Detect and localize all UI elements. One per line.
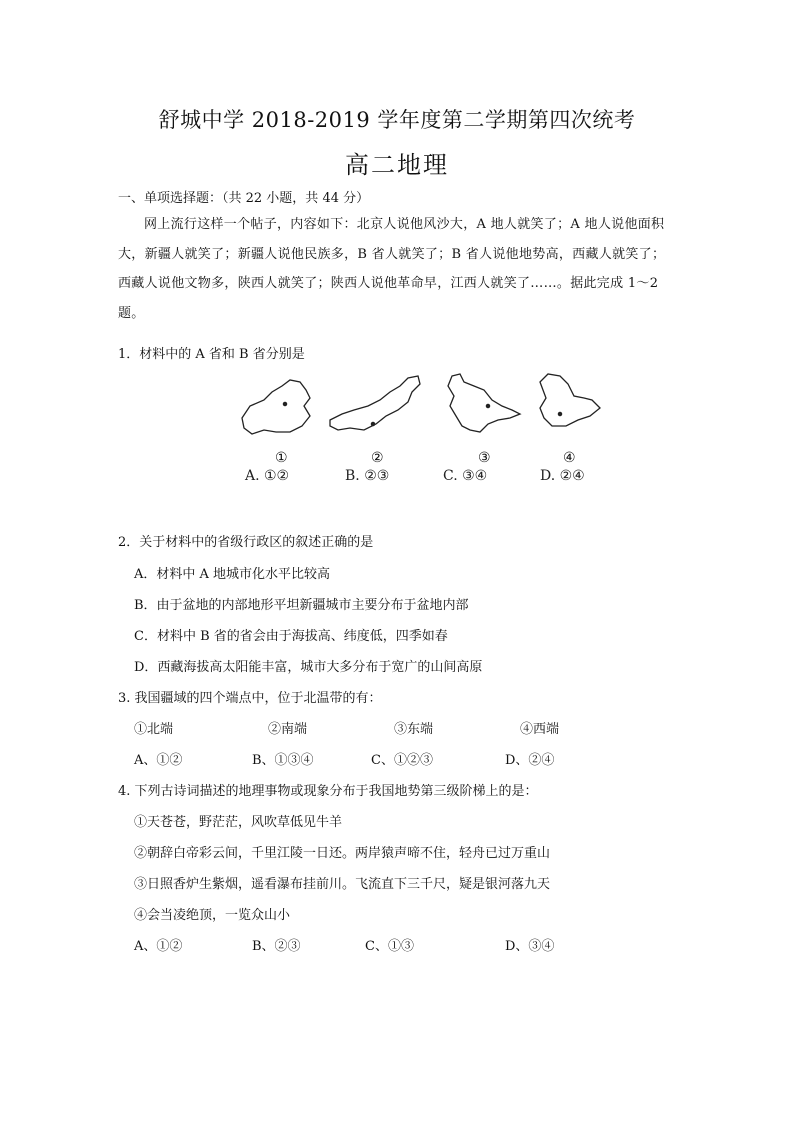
map-label-4: ④ <box>563 450 576 466</box>
q3-option-b: B、①③④ <box>252 753 314 768</box>
q4-option-c: C、①③ <box>365 939 414 954</box>
province-maps <box>230 370 610 490</box>
q2-option-a: A．材料中 A 地城市化水平比较高 <box>134 567 331 582</box>
q2-option-b: B．由于盆地的内部地形平坦新疆城市主要分布于盆地内部 <box>134 598 469 613</box>
question-2-stem: 2．关于材料中的省级行政区的叙述正确的是 <box>118 535 374 550</box>
q3-item-1: ①北端 <box>134 722 174 737</box>
intro-paragraph: 网上流行这样一个帖子，内容如下：北京人说他风沙大，A 地人就笑了；A 地人说他面积大，新疆人就笑了；新疆人说他民族多，B 省人就笑了；B 省人说他地势高，西藏人就笑了；西藏人说他文物多，陕西人就笑了；陕西人说他革命早，江西人就笑了……。据此完成 1～2 题。 <box>118 217 666 321</box>
question-3-stem: 3. 我国疆域的四个端点中，位于北温带的有： <box>118 691 382 706</box>
section-heading: 一、单项选择题：（共 22 小题，共 44 分） <box>118 191 370 206</box>
q1-option-c: C. ③④ <box>443 468 488 484</box>
q4-option-b: B、②③ <box>252 939 301 954</box>
q2-option-c: C．材料中 B 省的省会由于海拔高、纬度低，四季如春 <box>134 629 448 644</box>
q3-item-3: ③东端 <box>394 722 434 737</box>
province-outline-2 <box>330 376 420 430</box>
q3-option-c: C、①②③ <box>371 753 433 768</box>
q1-option-b: B. ②③ <box>345 468 390 484</box>
map-label-2: ② <box>371 450 384 466</box>
province-outline-3 <box>448 374 520 432</box>
q4-item-1: ①天苍苍，野茫茫，风吹草低见牛羊 <box>134 815 343 830</box>
q3-item-2: ②南端 <box>268 722 308 737</box>
province-outline-4 <box>540 374 600 426</box>
q4-item-3: ③日照香炉生紫烟，遥看瀑布挂前川。飞流直下三千尺，疑是银河落九天 <box>134 877 551 892</box>
question-1-stem: 1．材料中的 A 省和 B 省分别是 <box>118 347 305 362</box>
q4-option-a: A、①② <box>134 939 183 954</box>
map-label-3: ③ <box>478 450 491 466</box>
q2-option-d: D．西藏海拔高太阳能丰富，城市大多分布于宽广的山间高原 <box>134 660 483 675</box>
q4-item-4: ④会当凌绝顶，一览众山小 <box>134 908 291 923</box>
province-outlines-figure <box>230 370 610 450</box>
q3-item-4: ④西端 <box>520 722 560 737</box>
q1-option-a: A. ①② <box>245 468 290 484</box>
q4-item-2: ②朝辞白帝彩云间，千里江陵一日还。两岸猿声啼不住，轻舟已过万重山 <box>134 846 551 861</box>
q3-option-a: A、①② <box>134 753 183 768</box>
province-outline-1 <box>242 380 310 434</box>
q1-option-d: D. ②④ <box>540 468 585 484</box>
map-label-1: ① <box>275 450 288 466</box>
q4-option-d: D、③④ <box>505 939 555 954</box>
exam-title: 舒城中学 2018-2019 学年度第二学期第四次统考 <box>158 108 636 132</box>
q3-option-d: D、②④ <box>505 753 555 768</box>
subject-title: 高二地理 <box>345 151 449 179</box>
question-4-stem: 4. 下列古诗词描述的地理事物或现象分布于我国地势第三级阶梯上的是： <box>118 784 538 799</box>
